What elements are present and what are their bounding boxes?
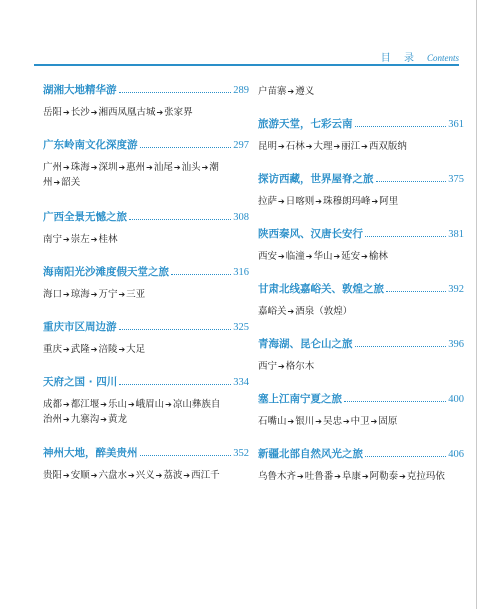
route-line (43, 342, 249, 357)
route-stop: 阜康 (341, 471, 361, 482)
arrow-right-icon: ➔ (63, 163, 70, 172)
arrow-right-icon: ➔ (183, 471, 191, 480)
arrow-right-icon: ➔ (315, 417, 322, 426)
route-stop: 深圳 (98, 162, 118, 173)
toc-entry-title[interactable]: 旅游天堂，七彩云南 (258, 118, 353, 130)
dot-leader (376, 181, 447, 182)
toc-entry-title[interactable]: 甘肃北线嘉峪关、敦煌之旅 (258, 283, 384, 295)
arrow-right-icon: ➔ (370, 417, 378, 426)
route-stop: 吐鲁番 (304, 471, 334, 482)
route-stop: 延安 (341, 251, 361, 262)
toc-entry[interactable] (258, 281, 464, 319)
route-stop: 珠海 (70, 162, 90, 173)
route-stop: 都江堰 (70, 399, 100, 410)
toc-title-row[interactable] (258, 391, 464, 406)
route-stop: 武隆 (70, 344, 90, 355)
arrow-right-icon: ➔ (118, 345, 126, 354)
route-stop: 昆明 (258, 141, 278, 152)
route-line (43, 468, 249, 483)
arrow-right-icon: ➔ (127, 471, 135, 480)
toc-entry[interactable] (258, 391, 464, 429)
toc-page-number[interactable]: 289 (233, 85, 249, 96)
toc-entry[interactable] (258, 226, 464, 264)
route-line (43, 412, 249, 427)
header-rule (34, 64, 459, 66)
route-stops (258, 139, 464, 154)
arrow-right-icon: ➔ (305, 252, 313, 261)
toc-entry[interactable] (258, 446, 464, 484)
toc-entry[interactable] (43, 319, 249, 357)
route-stop: 临潼 (285, 251, 305, 262)
route-stop: 克拉玛依 (406, 471, 445, 482)
arrow-right-icon: ➔ (90, 471, 98, 480)
arrow-right-icon: ➔ (90, 108, 98, 117)
toc-page-number[interactable]: 381 (448, 229, 464, 240)
route-stops (43, 397, 249, 427)
arrow-right-icon: ➔ (278, 197, 285, 206)
toc-title-row[interactable] (258, 446, 464, 461)
route-line (258, 304, 464, 319)
route-stops (258, 194, 464, 209)
route-line (43, 232, 249, 247)
dot-leader (365, 236, 446, 237)
route-stops (43, 342, 249, 357)
route-stop: 南宁 (43, 234, 63, 245)
toc-title-row[interactable] (43, 264, 249, 279)
toc-entry-title[interactable]: 湖湘大地精华游 (43, 84, 117, 96)
toc-title-row[interactable] (43, 137, 249, 152)
dot-leader (344, 401, 446, 402)
arrow-right-icon: ➔ (278, 252, 285, 261)
toc-page-number[interactable]: 316 (233, 267, 249, 278)
route-stops (258, 304, 464, 319)
dot-leader (171, 274, 231, 275)
route-stop: 三亚 (126, 289, 146, 300)
route-stop: 阿勒泰 (369, 471, 399, 482)
route-stop: 西双版纳 (368, 141, 407, 152)
dot-leader (140, 147, 232, 148)
arrow-right-icon: ➔ (63, 108, 70, 117)
toc-title-row[interactable] (43, 82, 249, 97)
toc-entry-title[interactable]: 广西全景无憾之旅 (43, 211, 127, 223)
route-stop: 治州 (43, 414, 63, 425)
arrow-right-icon: ➔ (278, 362, 285, 371)
toc-header (381, 49, 459, 64)
arrow-right-icon: ➔ (173, 163, 181, 172)
toc-page-number[interactable]: 406 (448, 449, 464, 460)
route-stop: 成都 (43, 399, 63, 410)
arrow-right-icon: ➔ (165, 400, 172, 409)
route-stop: 广州 (43, 162, 63, 173)
route-stop: 西安 (258, 251, 278, 262)
arrow-right-icon: ➔ (90, 290, 98, 299)
route-stop: 格尔木 (285, 361, 315, 372)
route-stop: 拉萨 (258, 196, 278, 207)
arrow-right-icon: ➔ (146, 163, 153, 172)
route-stop: 银川 (295, 416, 315, 427)
toc-title-row[interactable] (43, 319, 249, 334)
dot-leader (386, 291, 446, 292)
route-line (43, 175, 249, 190)
arrow-right-icon: ➔ (53, 178, 61, 187)
route-stop: 州 (43, 177, 53, 188)
arrow-right-icon: ➔ (342, 417, 350, 426)
toc-title-row[interactable] (43, 209, 249, 224)
route-stop: 兴义 (135, 470, 155, 481)
toc-page-number[interactable]: 297 (233, 140, 249, 151)
dot-leader (129, 219, 231, 220)
dot-leader (119, 384, 231, 385)
arrow-right-icon: ➔ (333, 252, 341, 261)
route-stops (43, 105, 249, 120)
toc-page-number[interactable]: 352 (233, 448, 249, 459)
route-line (43, 105, 249, 120)
toc-title-row[interactable] (43, 445, 249, 460)
arrow-right-icon: ➔ (118, 290, 126, 299)
route-stop: 贵阳 (43, 470, 63, 481)
arrow-right-icon: ➔ (118, 163, 126, 172)
arrow-right-icon: ➔ (127, 400, 135, 409)
toc-title-row[interactable] (258, 116, 464, 131)
arrow-right-icon: ➔ (361, 252, 368, 261)
route-line (258, 84, 314, 99)
arrow-right-icon: ➔ (361, 142, 368, 151)
route-stop: 珠穆朗玛峰 (322, 196, 371, 207)
route-stop: 华山 (313, 251, 333, 262)
toc-page-number[interactable]: 308 (233, 212, 249, 223)
route-stop: 安顺 (70, 470, 90, 481)
route-stop: 九寨沟 (70, 414, 100, 425)
toc-entry[interactable] (258, 171, 464, 209)
arrow-right-icon: ➔ (305, 142, 313, 151)
route-line (258, 414, 464, 429)
arrow-right-icon: ➔ (333, 142, 341, 151)
arrow-right-icon: ➔ (63, 400, 70, 409)
route-stop: 荔波 (163, 470, 183, 481)
route-stop: 惠州 (126, 162, 146, 173)
arrow-right-icon: ➔ (90, 345, 98, 354)
dot-leader (365, 456, 446, 457)
arrow-right-icon: ➔ (297, 472, 304, 481)
toc-title-row[interactable] (43, 374, 249, 389)
toc-entry-title[interactable]: 天府之国 · 四川 (43, 376, 118, 388)
route-stop: 阿里 (379, 196, 399, 207)
route-stops (258, 249, 464, 264)
arrow-right-icon: ➔ (155, 471, 163, 480)
toc-page-number[interactable]: 392 (448, 284, 464, 295)
route-stop: 大理 (313, 141, 333, 152)
dot-leader (355, 126, 447, 127)
route-stop: 黄龙 (107, 414, 127, 425)
toc-entry[interactable] (258, 116, 464, 154)
toc-entry-title[interactable]: 陕西秦风、汉唐长安行 (258, 228, 363, 240)
toc-entry-title[interactable]: 青海湖、昆仑山之旅 (258, 338, 353, 350)
toc-entry[interactable] (43, 82, 249, 120)
route-line (258, 249, 464, 264)
toc-header-en: Contents (426, 53, 459, 63)
route-stop: 峨眉山 (135, 399, 165, 410)
route-stop: 日喀则 (285, 196, 315, 207)
route-line (258, 139, 464, 154)
arrow-right-icon: ➔ (90, 235, 98, 244)
route-stops (43, 287, 249, 302)
arrow-right-icon: ➔ (90, 163, 98, 172)
route-stop: 石嘴山 (258, 416, 287, 427)
toc-entry[interactable] (43, 137, 249, 190)
route-stops (43, 160, 249, 190)
toc-entry[interactable] (43, 445, 249, 483)
route-stop: 西江千 (191, 470, 220, 481)
toc-entry-title[interactable]: 重庆市区周边游 (43, 321, 117, 333)
route-stop: 酒泉（敦煌） (295, 306, 353, 317)
toc-page-number[interactable]: 400 (448, 394, 464, 405)
arrow-right-icon: ➔ (361, 472, 369, 481)
route-stop: 大足 (126, 344, 146, 355)
route-line (43, 397, 249, 412)
route-stop: 中卫 (350, 416, 370, 427)
dot-leader (355, 346, 447, 347)
dot-leader (119, 92, 232, 93)
toc-page-number[interactable]: 334 (233, 377, 249, 388)
toc-title-row[interactable] (258, 226, 464, 241)
route-stop: 重庆 (43, 344, 63, 355)
arrow-right-icon: ➔ (399, 472, 406, 481)
route-stops (258, 414, 464, 429)
toc-page-number[interactable]: 396 (448, 339, 464, 350)
route-stops (258, 359, 464, 374)
route-stop: 海口 (43, 289, 63, 300)
route-stop: 石林 (285, 141, 305, 152)
route-stop: 湘西凤凰古城 (98, 107, 156, 118)
route-stop: 万宁 (98, 289, 118, 300)
route-stop: 桂林 (98, 234, 118, 245)
arrow-right-icon: ➔ (100, 415, 107, 424)
arrow-right-icon: ➔ (63, 235, 70, 244)
route-stop: 遵义 (295, 86, 315, 97)
route-stop: 崇左 (70, 234, 90, 245)
route-stops (258, 469, 464, 484)
route-stop: 六盘水 (98, 470, 127, 481)
route-stop: 汕头 (181, 162, 201, 173)
toc-entry[interactable] (43, 209, 249, 247)
route-stop: 涪陵 (98, 344, 118, 355)
dot-leader (119, 329, 232, 330)
toc-entry-title[interactable]: 探访西藏，世界屋脊之旅 (258, 173, 374, 185)
route-stop: 吴忠 (322, 416, 342, 427)
arrow-right-icon: ➔ (201, 163, 209, 172)
toc-title-row[interactable] (258, 281, 464, 296)
route-stops (43, 468, 249, 483)
route-stop: 张家界 (164, 107, 193, 118)
route-stop: 汕尾 (153, 162, 173, 173)
route-stop: 榆林 (368, 251, 388, 262)
arrow-right-icon: ➔ (287, 307, 295, 316)
route-stops (43, 232, 249, 247)
toc-entry-title[interactable]: 塞上江南宁夏之旅 (258, 393, 342, 405)
route-line (258, 469, 464, 484)
route-stop: 凉山彝族自 (172, 399, 221, 410)
route-stop: 潮 (209, 162, 219, 173)
route-stop: 琼海 (70, 289, 90, 300)
arrow-right-icon: ➔ (63, 290, 70, 299)
arrow-right-icon: ➔ (100, 400, 107, 409)
toc-entry-title[interactable]: 广东岭南文化深度游 (43, 139, 138, 151)
route-stop: 长沙 (70, 107, 90, 118)
route-stop: 户苗寨 (258, 86, 287, 97)
route-line (258, 194, 464, 209)
arrow-right-icon: ➔ (287, 87, 295, 96)
arrow-right-icon: ➔ (287, 417, 295, 426)
route-line (43, 287, 249, 302)
route-stop: 乌鲁木齐 (258, 471, 297, 482)
toc-entry-title[interactable]: 神州大地，醉美贵州 (43, 447, 138, 459)
toc-page-number[interactable]: 361 (448, 119, 464, 130)
route-stop: 岳阳 (43, 107, 63, 118)
toc-page-number[interactable]: 325 (233, 322, 249, 333)
arrow-right-icon: ➔ (63, 471, 70, 480)
toc-header-zh: 目 录 (380, 53, 419, 64)
toc-title-row[interactable] (258, 336, 464, 351)
toc-page-number[interactable]: 375 (448, 174, 464, 185)
toc-entry[interactable] (258, 336, 464, 374)
route-stop: 嘉峪关 (258, 306, 287, 317)
arrow-right-icon: ➔ (315, 197, 322, 206)
route-stop: 韶关 (61, 177, 81, 188)
route-stop: 固原 (378, 416, 398, 427)
route-stop: 西宁 (258, 361, 278, 372)
toc-entry[interactable] (43, 374, 249, 427)
toc-title-row[interactable] (258, 171, 464, 186)
arrow-right-icon: ➔ (371, 197, 379, 206)
toc-entry-title[interactable]: 海南阳光沙滩度假天堂之旅 (43, 266, 169, 278)
arrow-right-icon: ➔ (334, 472, 341, 481)
route-line (43, 160, 249, 175)
route-stop: 丽江 (341, 141, 361, 152)
dot-leader (140, 455, 232, 456)
route-continuation (258, 84, 314, 99)
arrow-right-icon: ➔ (63, 345, 70, 354)
toc-entry-title[interactable]: 新疆北部自然风光之旅 (258, 448, 363, 460)
arrow-right-icon: ➔ (278, 142, 285, 151)
arrow-right-icon: ➔ (63, 415, 70, 424)
route-stop: 乐山 (107, 399, 127, 410)
route-line (258, 359, 464, 374)
toc-entry[interactable] (43, 264, 249, 302)
page-border-right (476, 0, 477, 609)
arrow-right-icon: ➔ (156, 108, 164, 117)
